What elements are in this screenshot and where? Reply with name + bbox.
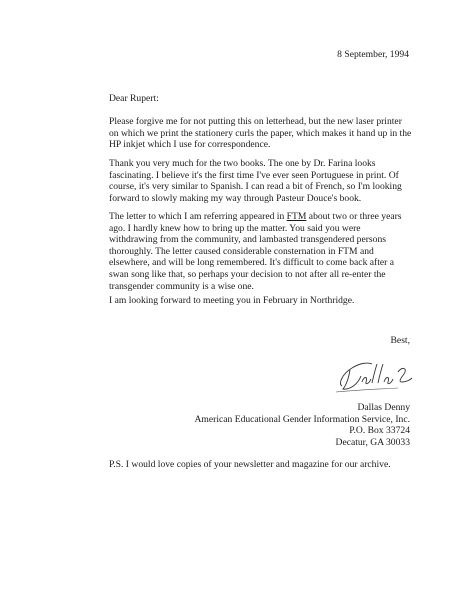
letter-date: 8 September, 1994 [337, 49, 409, 60]
paragraph-line: I am looking forward to meeting you in February in Northridge. [109, 295, 355, 306]
line-prefix: The letter to which I am referring appeared in [109, 211, 287, 222]
paragraph-line: Thank you very much for the two books. The one by Dr. Farina looks [109, 158, 376, 169]
postscript: P.S. I would love copies of your newsletter and magazine for our archive. [109, 459, 391, 470]
signer-organization: American Educational Gender Information Service, Inc. [194, 413, 410, 425]
paragraph-thanks [109, 158, 419, 204]
ftm-publication-title: FTM [286, 211, 307, 222]
paragraph-line: swan song like that, so perhaps your decision to not after all re-enter the [109, 268, 386, 280]
paragraph-ftm-letter [109, 211, 419, 292]
paragraph-line: Please forgive me for not putting this on letterhead, but the new laser printer [109, 116, 402, 127]
paragraph-line: forward to slowly making my way through Pasteur Douce's book. [109, 192, 362, 204]
paragraph-line: course, it's very similar to Spanish. I can read a bit of French, so I'm looking [109, 181, 402, 193]
paragraph-line: fascinating. I believe it's the first time I've ever seen Portuguese in print. Of [109, 169, 399, 181]
address-line-2: Decatur, GA 30033 [335, 436, 410, 448]
address-line-1: P.O. Box 33724 [349, 425, 410, 437]
paragraph-apology [109, 116, 419, 151]
salutation: Dear Rupert: [109, 93, 159, 104]
paragraph-line: elsewhere, and will be long remembered. It's difficult to come back after a [109, 257, 394, 269]
handwritten-signature [328, 352, 428, 398]
paragraph-line [109, 211, 419, 223]
paragraph-line: on which we print the stationery curls the paper, which makes it hand up in the [109, 127, 412, 139]
paragraph-line: HP inkjet which I use for correspondence. [109, 139, 271, 151]
complimentary-closing: Best, [390, 335, 410, 346]
paragraph-meeting [109, 295, 419, 307]
signature-block [0, 402, 410, 448]
signer-name: Dallas Denny [357, 402, 410, 413]
line-suffix: about two or three years [306, 211, 402, 222]
paragraph-line: ago. I hardly knew how to bring up the matter. You said you were [109, 222, 361, 234]
paragraph-line: transgender community is a wise one. [109, 280, 254, 292]
paragraph-line: thoroughly. The letter caused considerable consternation in FTM and [109, 245, 374, 257]
paragraph-line: withdrawing from the community, and lambasted transgendered persons [109, 234, 386, 246]
